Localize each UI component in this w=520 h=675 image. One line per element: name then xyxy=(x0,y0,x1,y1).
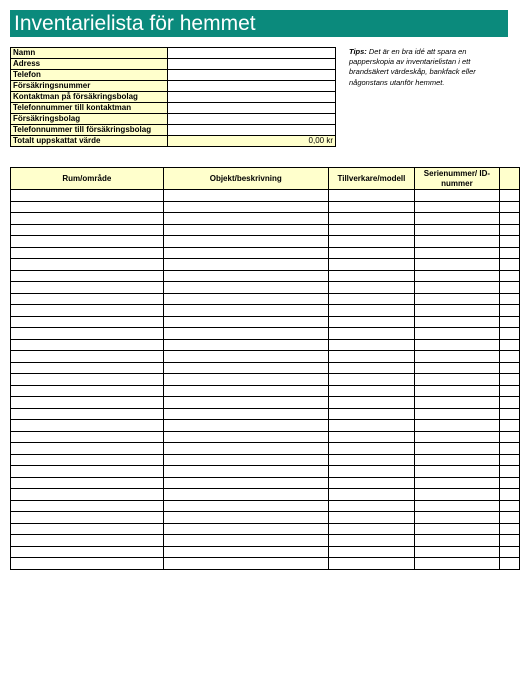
table-row xyxy=(11,282,520,294)
object-cell[interactable] xyxy=(163,293,328,305)
room-cell[interactable] xyxy=(11,224,164,236)
info-row xyxy=(11,81,336,92)
header-manufacturer: Tillverkare/modell xyxy=(328,168,414,190)
serial-cell[interactable] xyxy=(415,477,500,489)
serial-cell[interactable] xyxy=(415,247,500,259)
object-cell[interactable] xyxy=(163,351,328,363)
manufacturer-cell[interactable] xyxy=(328,431,414,443)
manufacturer-cell[interactable] xyxy=(328,305,414,317)
table-row xyxy=(11,247,520,259)
title-bar xyxy=(10,10,508,37)
object-cell[interactable] xyxy=(163,408,328,420)
table-row xyxy=(11,236,520,248)
object-cell[interactable] xyxy=(163,546,328,558)
object-cell[interactable] xyxy=(163,201,328,213)
page-title: Inventarielista för hemmet xyxy=(14,12,256,35)
table-row xyxy=(11,385,520,397)
info-label: Namn xyxy=(11,48,168,59)
serial-cell[interactable] xyxy=(415,546,500,558)
serial-cell[interactable] xyxy=(415,385,500,397)
tips-heading: Tips: xyxy=(349,47,367,56)
object-cell[interactable] xyxy=(163,213,328,225)
extra-cell[interactable] xyxy=(499,489,519,501)
object-cell[interactable] xyxy=(163,282,328,294)
info-row xyxy=(11,125,336,136)
object-cell[interactable] xyxy=(163,236,328,248)
serial-cell[interactable] xyxy=(415,408,500,420)
room-cell[interactable] xyxy=(11,190,164,202)
extra-cell[interactable] xyxy=(499,190,519,202)
object-cell[interactable] xyxy=(163,431,328,443)
table-row xyxy=(11,293,520,305)
manufacturer-cell[interactable] xyxy=(328,236,414,248)
room-cell[interactable] xyxy=(11,408,164,420)
room-cell[interactable] xyxy=(11,489,164,501)
room-cell[interactable] xyxy=(11,201,164,213)
serial-cell[interactable] xyxy=(415,443,500,455)
extra-cell[interactable] xyxy=(499,316,519,328)
room-cell[interactable] xyxy=(11,397,164,409)
serial-cell[interactable] xyxy=(415,420,500,432)
info-row xyxy=(11,103,336,114)
manufacturer-cell[interactable] xyxy=(328,512,414,524)
manufacturer-cell[interactable] xyxy=(328,282,414,294)
object-cell[interactable] xyxy=(163,328,328,340)
object-cell[interactable] xyxy=(163,385,328,397)
table-row xyxy=(11,454,520,466)
room-cell[interactable] xyxy=(11,512,164,524)
header-serial: Serienummer/ ID-nummer xyxy=(415,168,500,190)
object-cell[interactable] xyxy=(163,247,328,259)
table-row xyxy=(11,420,520,432)
info-label: Telefonnummer till kontaktman xyxy=(11,103,168,114)
room-cell[interactable] xyxy=(11,351,164,363)
serial-cell[interactable] xyxy=(415,213,500,225)
manufacturer-cell[interactable] xyxy=(328,224,414,236)
extra-cell[interactable] xyxy=(499,535,519,547)
manufacturer-cell[interactable] xyxy=(328,213,414,225)
extra-cell[interactable] xyxy=(499,397,519,409)
room-cell[interactable] xyxy=(11,558,164,570)
room-cell[interactable] xyxy=(11,523,164,535)
object-cell[interactable] xyxy=(163,466,328,478)
table-row xyxy=(11,466,520,478)
object-cell[interactable] xyxy=(163,535,328,547)
manufacturer-cell[interactable] xyxy=(328,466,414,478)
table-row xyxy=(11,305,520,317)
table-row xyxy=(11,408,520,420)
info-row xyxy=(11,48,336,59)
table-row xyxy=(11,500,520,512)
table-row xyxy=(11,339,520,351)
object-cell[interactable] xyxy=(163,374,328,386)
table-row xyxy=(11,328,520,340)
table-row xyxy=(11,362,520,374)
object-cell[interactable] xyxy=(163,316,328,328)
serial-cell[interactable] xyxy=(415,466,500,478)
manufacturer-cell[interactable] xyxy=(328,443,414,455)
serial-cell[interactable] xyxy=(415,523,500,535)
serial-cell[interactable] xyxy=(415,282,500,294)
room-cell[interactable] xyxy=(11,305,164,317)
extra-cell[interactable] xyxy=(499,236,519,248)
object-cell[interactable] xyxy=(163,443,328,455)
object-cell[interactable] xyxy=(163,190,328,202)
info-row xyxy=(11,114,336,125)
object-cell[interactable] xyxy=(163,489,328,501)
serial-cell[interactable] xyxy=(415,270,500,282)
serial-cell[interactable] xyxy=(415,190,500,202)
extra-cell[interactable] xyxy=(499,454,519,466)
info-label: Telefonnummer till försäkringsbolag xyxy=(11,125,168,136)
info-value-cell[interactable] xyxy=(168,59,336,70)
room-cell[interactable] xyxy=(11,236,164,248)
serial-cell[interactable] xyxy=(415,535,500,547)
extra-cell[interactable] xyxy=(499,213,519,225)
extra-cell[interactable] xyxy=(499,293,519,305)
room-cell[interactable] xyxy=(11,443,164,455)
info-value-cell[interactable] xyxy=(168,103,336,114)
extra-cell[interactable] xyxy=(499,477,519,489)
manufacturer-cell[interactable] xyxy=(328,535,414,547)
extra-cell[interactable] xyxy=(499,558,519,570)
tips-note xyxy=(349,47,509,88)
info-value-cell[interactable] xyxy=(168,125,336,136)
table-row xyxy=(11,316,520,328)
object-cell[interactable] xyxy=(163,512,328,524)
info-value-cell[interactable] xyxy=(168,92,336,103)
extra-cell[interactable] xyxy=(499,385,519,397)
serial-cell[interactable] xyxy=(415,259,500,271)
room-cell[interactable] xyxy=(11,293,164,305)
table-row xyxy=(11,201,520,213)
extra-cell[interactable] xyxy=(499,201,519,213)
extra-cell[interactable] xyxy=(499,512,519,524)
extra-cell[interactable] xyxy=(499,500,519,512)
table-row xyxy=(11,489,520,501)
extra-cell[interactable] xyxy=(499,259,519,271)
room-cell[interactable] xyxy=(11,535,164,547)
extra-cell[interactable] xyxy=(499,408,519,420)
table-row xyxy=(11,535,520,547)
serial-cell[interactable] xyxy=(415,362,500,374)
extra-cell[interactable] xyxy=(499,374,519,386)
table-row xyxy=(11,512,520,524)
manufacturer-cell[interactable] xyxy=(328,362,414,374)
serial-cell[interactable] xyxy=(415,328,500,340)
manufacturer-cell[interactable] xyxy=(328,523,414,535)
object-cell[interactable] xyxy=(163,339,328,351)
serial-cell[interactable] xyxy=(415,431,500,443)
manufacturer-cell[interactable] xyxy=(328,201,414,213)
serial-cell[interactable] xyxy=(415,224,500,236)
manufacturer-cell[interactable] xyxy=(328,351,414,363)
info-value-cell[interactable] xyxy=(168,48,336,59)
serial-cell[interactable] xyxy=(415,316,500,328)
object-cell[interactable] xyxy=(163,224,328,236)
info-label: Adress xyxy=(11,59,168,70)
object-cell[interactable] xyxy=(163,362,328,374)
manufacturer-cell[interactable] xyxy=(328,339,414,351)
total-label: Totalt uppskattat värde xyxy=(11,136,168,147)
extra-cell[interactable] xyxy=(499,305,519,317)
serial-cell[interactable] xyxy=(415,489,500,501)
table-row xyxy=(11,224,520,236)
room-cell[interactable] xyxy=(11,339,164,351)
table-row xyxy=(11,190,520,202)
header-room: Rum/område xyxy=(11,168,164,190)
manufacturer-cell[interactable] xyxy=(328,328,414,340)
object-cell[interactable] xyxy=(163,500,328,512)
object-cell[interactable] xyxy=(163,305,328,317)
room-cell[interactable] xyxy=(11,213,164,225)
manufacturer-cell[interactable] xyxy=(328,270,414,282)
room-cell[interactable] xyxy=(11,477,164,489)
extra-cell[interactable] xyxy=(499,362,519,374)
extra-cell[interactable] xyxy=(499,328,519,340)
room-cell[interactable] xyxy=(11,466,164,478)
room-cell[interactable] xyxy=(11,385,164,397)
info-label: Försäkringsnummer xyxy=(11,81,168,92)
extra-cell[interactable] xyxy=(499,339,519,351)
manufacturer-cell[interactable] xyxy=(328,454,414,466)
info-value-cell[interactable] xyxy=(168,114,336,125)
inventory-header-row xyxy=(11,168,520,190)
room-cell[interactable] xyxy=(11,546,164,558)
table-row xyxy=(11,270,520,282)
extra-cell[interactable] xyxy=(499,546,519,558)
extra-cell[interactable] xyxy=(499,247,519,259)
info-label: Försäkringsbolag xyxy=(11,114,168,125)
manufacturer-cell[interactable] xyxy=(328,420,414,432)
extra-cell[interactable] xyxy=(499,270,519,282)
extra-cell[interactable] xyxy=(499,420,519,432)
table-row xyxy=(11,213,520,225)
serial-cell[interactable] xyxy=(415,454,500,466)
manufacturer-cell[interactable] xyxy=(328,489,414,501)
extra-cell[interactable] xyxy=(499,523,519,535)
manufacturer-cell[interactable] xyxy=(328,477,414,489)
object-cell[interactable] xyxy=(163,477,328,489)
manufacturer-cell[interactable] xyxy=(328,190,414,202)
room-cell[interactable] xyxy=(11,431,164,443)
info-label: Telefon xyxy=(11,70,168,81)
manufacturer-cell[interactable] xyxy=(328,374,414,386)
object-cell[interactable] xyxy=(163,454,328,466)
serial-cell[interactable] xyxy=(415,500,500,512)
manufacturer-cell[interactable] xyxy=(328,397,414,409)
serial-cell[interactable] xyxy=(415,339,500,351)
manufacturer-cell[interactable] xyxy=(328,293,414,305)
room-cell[interactable] xyxy=(11,247,164,259)
serial-cell[interactable] xyxy=(415,236,500,248)
serial-cell[interactable] xyxy=(415,305,500,317)
room-cell[interactable] xyxy=(11,316,164,328)
table-row xyxy=(11,443,520,455)
manufacturer-cell[interactable] xyxy=(328,500,414,512)
serial-cell[interactable] xyxy=(415,558,500,570)
table-row xyxy=(11,546,520,558)
room-cell[interactable] xyxy=(11,454,164,466)
info-value-cell[interactable] xyxy=(168,81,336,92)
room-cell[interactable] xyxy=(11,328,164,340)
manufacturer-cell[interactable] xyxy=(328,316,414,328)
info-row xyxy=(11,70,336,81)
room-cell[interactable] xyxy=(11,500,164,512)
total-row xyxy=(11,136,336,147)
manufacturer-cell[interactable] xyxy=(328,259,414,271)
table-row xyxy=(11,558,520,570)
object-cell[interactable] xyxy=(163,420,328,432)
serial-cell[interactable] xyxy=(415,374,500,386)
manufacturer-cell[interactable] xyxy=(328,247,414,259)
info-row xyxy=(11,59,336,70)
room-cell[interactable] xyxy=(11,259,164,271)
serial-cell[interactable] xyxy=(415,293,500,305)
info-row xyxy=(11,92,336,103)
extra-cell[interactable] xyxy=(499,443,519,455)
room-cell[interactable] xyxy=(11,362,164,374)
table-row xyxy=(11,397,520,409)
room-cell[interactable] xyxy=(11,270,164,282)
manufacturer-cell[interactable] xyxy=(328,558,414,570)
inventory-table xyxy=(10,167,520,570)
extra-cell[interactable] xyxy=(499,431,519,443)
extra-cell[interactable] xyxy=(499,466,519,478)
extra-cell[interactable] xyxy=(499,282,519,294)
room-cell[interactable] xyxy=(11,420,164,432)
room-cell[interactable] xyxy=(11,282,164,294)
serial-cell[interactable] xyxy=(415,512,500,524)
object-cell[interactable] xyxy=(163,397,328,409)
room-cell[interactable] xyxy=(11,374,164,386)
serial-cell[interactable] xyxy=(415,397,500,409)
table-row xyxy=(11,523,520,535)
object-cell[interactable] xyxy=(163,270,328,282)
manufacturer-cell[interactable] xyxy=(328,546,414,558)
table-row xyxy=(11,351,520,363)
object-cell[interactable] xyxy=(163,259,328,271)
table-row xyxy=(11,374,520,386)
serial-cell[interactable] xyxy=(415,351,500,363)
table-row xyxy=(11,431,520,443)
info-value-cell[interactable] xyxy=(168,70,336,81)
manufacturer-cell[interactable] xyxy=(328,385,414,397)
object-cell[interactable] xyxy=(163,523,328,535)
total-value: 0,00 kr xyxy=(168,136,336,147)
manufacturer-cell[interactable] xyxy=(328,408,414,420)
table-row xyxy=(11,477,520,489)
extra-cell[interactable] xyxy=(499,224,519,236)
tips-text: Det är en bra idé att spara en papperskopia av inventarielistan i ett brandsäkert värdeskåp, bankfack eller någonstans utanför hemmet. xyxy=(349,47,476,87)
table-row xyxy=(11,259,520,271)
extra-cell[interactable] xyxy=(499,351,519,363)
info-label: Kontaktman på försäkringsbolag xyxy=(11,92,168,103)
object-cell[interactable] xyxy=(163,558,328,570)
serial-cell[interactable] xyxy=(415,201,500,213)
header-extra xyxy=(499,168,519,190)
header-object: Objekt/beskrivning xyxy=(163,168,328,190)
contact-info-table xyxy=(10,47,336,147)
